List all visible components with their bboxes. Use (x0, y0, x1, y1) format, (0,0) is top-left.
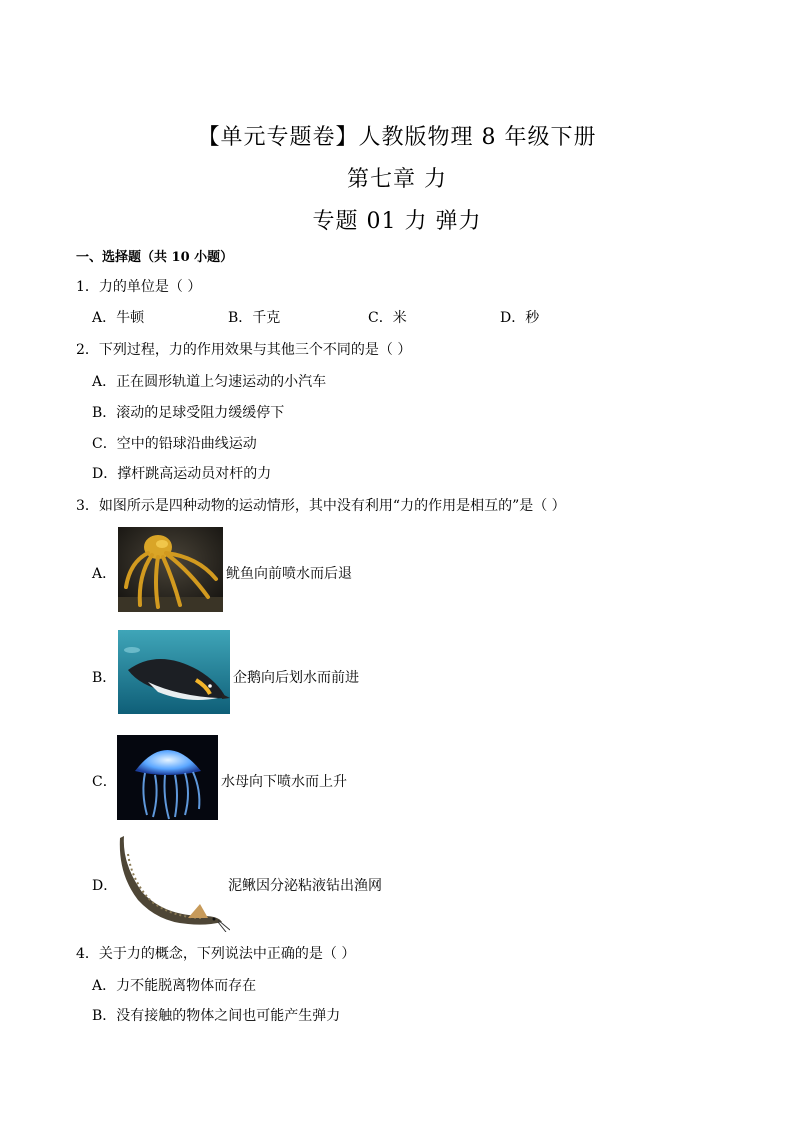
question-3-option-c-letter: C． (92, 774, 117, 790)
question-1-option-a: A．牛顿 (92, 310, 145, 326)
question-2-option-a: A．正在圆形轨道上匀速运动的小汽车 (92, 374, 327, 390)
question-1-option-b: B．千克 (228, 310, 281, 326)
question-4-option-b: B．没有接触的物体之间也可能产生弹力 (92, 1008, 341, 1024)
question-2-stem: 2．下列过程，力的作用效果与其他三个不同的是（ ） (76, 342, 412, 358)
question-4-option-a: A．力不能脱离物体而存在 (92, 978, 257, 994)
question-4-stem: 4．关于力的概念，下列说法中正确的是（ ） (76, 946, 356, 962)
question-3-option-d-text: 泥鳅因分泌粘液钻出渔网 (228, 878, 382, 894)
penguin-image (118, 630, 230, 714)
question-2-option-c: C．空中的铅球沿曲线运动 (92, 436, 257, 452)
section-title: 一、选择题（共 10 小题） (76, 250, 234, 265)
question-3-option-c-text: 水母向下喷水而上升 (221, 774, 347, 790)
question-1-option-c: C．米 (368, 310, 407, 326)
question-3-option-b-text: 企鹅向后划水而前进 (233, 670, 359, 686)
question-3-option-a-letter: A． (92, 566, 117, 582)
question-1-stem: 1．力的单位是（ ） (76, 279, 202, 295)
question-3-option-d-letter: D． (92, 878, 118, 894)
question-3-stem: 3．如图所示是四种动物的运动情形，其中没有利用“力的作用是相互的”是（ ） (76, 498, 566, 514)
question-3-option-b-letter: B． (92, 670, 117, 686)
header-title-line3: 专题 01 力 弹力 (312, 209, 482, 234)
question-2-option-b: B．滚动的足球受阻力缓缓停下 (92, 405, 285, 421)
loach-image (118, 834, 230, 932)
header-title-line1: 【单元专题卷】人教版物理 8 年级下册 (197, 125, 597, 150)
header-title-line2: 第七章 力 (347, 167, 447, 192)
question-3-option-a-text: 鱿鱼向前喷水而后退 (226, 566, 352, 582)
question-1-option-d: D．秒 (500, 310, 540, 326)
jellyfish-image (117, 735, 218, 820)
question-2-option-d: D．撑杆跳高运动员对杆的力 (92, 466, 272, 482)
octopus-image (118, 527, 223, 612)
